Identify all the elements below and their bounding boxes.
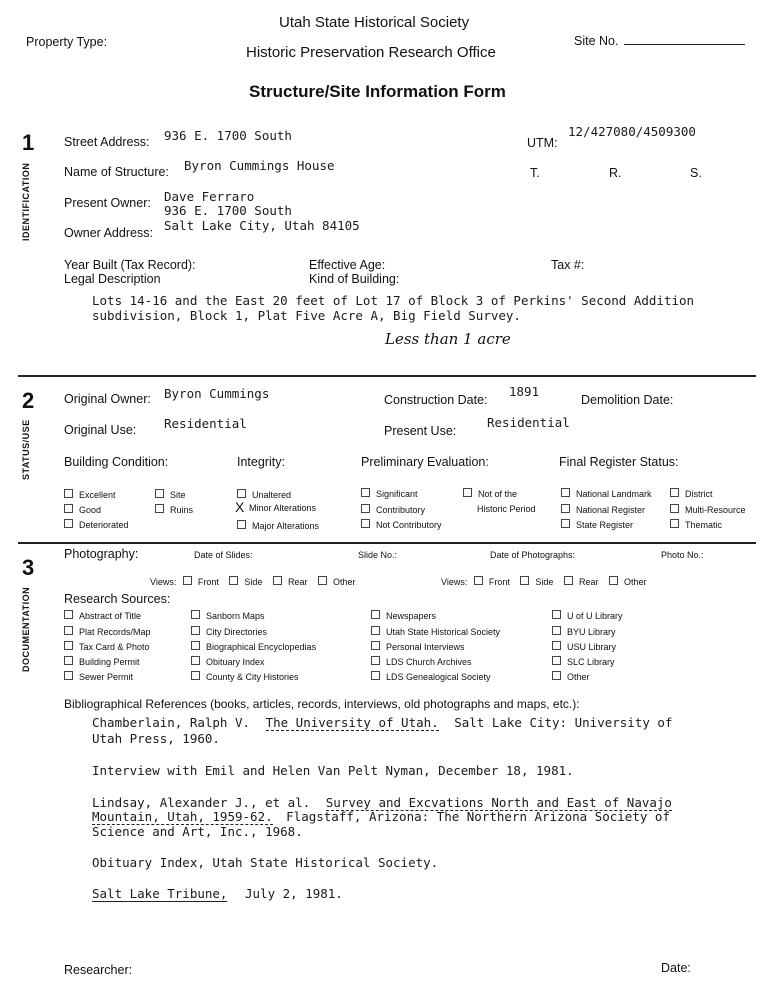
view-label: Rear	[287, 577, 308, 587]
final-register-status-label: Final Register Status:	[559, 455, 679, 469]
checkbox-label: Site	[170, 490, 186, 500]
ref1-title: The University of Utah.	[265, 715, 439, 730]
checkbox-label: State Register	[576, 520, 634, 530]
checkbox-city-directories[interactable]	[191, 626, 267, 637]
checkbox-label: SLC Library	[567, 657, 615, 667]
checkbox-not-contributory[interactable]	[361, 519, 442, 530]
t-label: T.	[530, 166, 540, 180]
view-label: Other	[623, 577, 647, 587]
slides-views	[150, 576, 355, 587]
checkbox-label: U of U Library	[567, 611, 623, 621]
ref1-author: Chamberlain, Ralph V.	[92, 715, 251, 730]
views-label: Views:	[150, 577, 177, 587]
checkbox-photo-other[interactable]	[609, 576, 618, 585]
property-type-label: Property Type:	[26, 35, 108, 49]
checkbox-lds-church-archives[interactable]	[371, 656, 472, 667]
checkbox-label: USU Library	[567, 642, 617, 652]
building-condition-label: Building Condition:	[64, 455, 169, 469]
view-label: Rear	[578, 577, 599, 587]
reference-3-line1	[92, 795, 672, 810]
photography-label: Photography:	[64, 547, 139, 561]
checkbox-other-source[interactable]	[552, 671, 590, 682]
legal-description-line2: subdivision, Block 1, Plat Five Acre A, Big Field Survey.	[92, 308, 521, 323]
checkbox-personal-interviews[interactable]	[371, 641, 465, 652]
checkbox-label: County & City Histories	[206, 672, 299, 682]
society-name: Utah State Historical Society	[279, 14, 470, 31]
present-use-value: Residential	[487, 415, 570, 430]
checkbox-label: Ruins	[170, 505, 194, 515]
checkbox-excellent[interactable]	[64, 489, 116, 500]
checkbox-usu-library[interactable]	[552, 641, 616, 652]
photo-views	[441, 576, 646, 587]
slide-no-label: Slide No.:	[358, 550, 398, 560]
checkbox-lds-genealogical-society[interactable]	[371, 671, 491, 682]
checkbox-slide-other[interactable]	[318, 576, 327, 585]
checkbox-label: LDS Church Archives	[386, 657, 472, 667]
checkbox-abstract-of-title[interactable]	[64, 610, 141, 621]
original-use-label: Original Use:	[64, 423, 137, 437]
owner-address-line2: Salt Lake City, Utah 84105	[164, 218, 360, 233]
checkbox-u-of-u-library[interactable]	[552, 610, 623, 621]
legal-description-label: Legal Description	[64, 272, 161, 286]
kind-of-building-label: Kind of Building:	[309, 272, 400, 286]
view-label: Other	[332, 577, 356, 587]
structure-name-value: Byron Cummings House	[184, 158, 335, 173]
checkbox-label: LDS Genealogical Society	[386, 672, 491, 682]
checkbox-label: District	[685, 489, 713, 499]
street-address-value: 936 E. 1700 South	[164, 128, 292, 143]
checkbox-label: Tax Card & Photo	[79, 642, 150, 652]
checkbox-photo-rear[interactable]	[564, 576, 573, 585]
checkbox-label: National Register	[576, 505, 646, 515]
bibliographical-references-label: Bibliographical References (books, articles, records, interviews, old photographs and maps, etc.):	[64, 697, 580, 711]
reference-3-line2	[92, 809, 670, 824]
status-use-label: STATUS/USE	[21, 419, 31, 480]
reference-3-line3: Science and Art, Inc., 1968.	[92, 824, 303, 839]
view-label: Side	[244, 577, 263, 587]
site-no-label: Site No.	[574, 34, 619, 48]
checkbox-minor-alterations[interactable]	[235, 499, 317, 515]
reference-1-line2: Utah Press, 1960.	[92, 731, 220, 746]
checkbox-label: Sewer Permit	[79, 672, 134, 682]
checkbox-label: Significant	[376, 489, 418, 499]
not-of-period-label-line2: Historic Period	[477, 504, 536, 514]
ref3-title-part1: Survey and Excvations North and East of Navajo	[325, 795, 672, 810]
checkbox-good[interactable]	[64, 504, 101, 515]
x-check-icon: X	[235, 499, 245, 515]
checkbox-sanborn-maps[interactable]	[191, 610, 265, 621]
legal-description-line1: Lots 14-16 and the East 20 feet of Lot 17 of Block 3 of Perkins' Second Addition	[92, 293, 695, 308]
view-label: Side	[535, 577, 554, 587]
checkbox-label: Personal Interviews	[386, 642, 465, 652]
preliminary-evaluation-label: Preliminary Evaluation:	[361, 455, 489, 469]
checkbox-thematic[interactable]	[670, 519, 722, 530]
checkbox-significant[interactable]	[361, 488, 418, 499]
checkbox-label: Minor Alterations	[249, 503, 317, 513]
checkbox-label: Not Contributory	[376, 520, 442, 530]
s-label: S.	[690, 166, 702, 180]
checkbox-label: Utah State Historical Society	[386, 627, 501, 637]
original-owner-value: Byron Cummings	[164, 386, 270, 401]
tax-number-label: Tax #:	[551, 258, 585, 272]
ref5-date: July 2, 1981.	[245, 886, 343, 901]
checkbox-slide-side[interactable]	[229, 576, 238, 585]
view-label: Front	[488, 577, 510, 587]
checkbox-label: Plat Records/Map	[79, 627, 151, 637]
views-label: Views:	[441, 577, 468, 587]
checkbox-label: Multi-Resource	[685, 505, 746, 515]
checkbox-label: Newspapers	[386, 611, 437, 621]
form-title: Structure/Site Information Form	[249, 82, 506, 101]
checkbox-label: Good	[79, 505, 102, 515]
checkbox-label: Building Permit	[79, 657, 140, 667]
reference-2: Interview with Emil and Helen Van Pelt Nyman, December 18, 1981.	[92, 763, 574, 778]
handwritten-acreage-note: Less than 1 acre	[385, 330, 511, 348]
reference-1-line1	[92, 715, 672, 730]
researcher-label: Researcher:	[64, 963, 133, 977]
checkbox-state-register[interactable]	[561, 519, 633, 530]
original-use-value: Residential	[164, 416, 247, 431]
reference-4: Obituary Index, Utah State Historical Society.	[92, 855, 439, 870]
section-3-number: 3	[22, 555, 35, 580]
ref1-publisher: Salt Lake City: University of	[454, 715, 673, 730]
integrity-label: Integrity:	[237, 455, 285, 469]
checkbox-photo-side[interactable]	[520, 576, 529, 585]
date-label: Date:	[661, 961, 691, 975]
checkbox-biographical-encyclopedias[interactable]	[191, 641, 316, 652]
utm-value: 12/427080/4509300	[568, 124, 696, 139]
checkbox-deteriorated[interactable]	[64, 519, 129, 530]
checkbox-building-permit[interactable]	[64, 656, 140, 667]
checkbox-label: Major Alterations	[252, 521, 320, 531]
checkbox-major-alterations[interactable]	[237, 520, 319, 531]
owner-address-label: Owner Address:	[64, 226, 153, 240]
checkbox-utah-state-historical-society[interactable]	[371, 626, 500, 637]
street-address-label: Street Address:	[64, 135, 150, 149]
effective-age-label: Effective Age:	[309, 258, 386, 272]
checkbox-label: National Landmark	[576, 489, 652, 499]
checkbox-label: Sanborn Maps	[206, 611, 265, 621]
ref3-publisher: Flagstaff, Arizona: The Northern Arizona Society of	[286, 809, 670, 824]
identification-label: IDENTIFICATION	[21, 162, 31, 241]
owner-name-value: Dave Ferraro	[164, 189, 255, 204]
checkbox-national-register[interactable]	[561, 504, 645, 515]
checkbox-label: Not of the	[478, 489, 518, 499]
checkbox-not-of-historic-period[interactable]	[463, 488, 517, 499]
checkbox-label: Obituary Index	[206, 657, 265, 667]
checkbox-label: Abstract of Title	[79, 611, 142, 621]
checkbox-national-landmark[interactable]	[561, 488, 652, 499]
r-label: R.	[609, 166, 622, 180]
checkbox-sewer-permit[interactable]	[64, 671, 133, 682]
checkbox-label: Contributory	[376, 505, 426, 515]
section-divider-1	[18, 375, 756, 377]
checkbox-label: Biographical Encyclopedias	[206, 642, 317, 652]
office-name: Historic Preservation Research Office	[246, 44, 496, 61]
checkbox-byu-library[interactable]	[552, 626, 616, 637]
construction-date-label: Construction Date:	[384, 393, 488, 407]
checkbox-label: Excellent	[79, 490, 116, 500]
ref3-author: Lindsay, Alexander J., et al.	[92, 795, 311, 810]
checkbox-site[interactable]	[155, 489, 186, 500]
view-label: Front	[197, 577, 219, 587]
checkbox-ruins[interactable]	[155, 504, 193, 515]
construction-date-value: 1891	[509, 384, 540, 399]
structure-name-label: Name of Structure:	[64, 165, 169, 179]
checkbox-county-city-histories[interactable]	[191, 671, 299, 682]
checkbox-unaltered[interactable]	[237, 489, 291, 500]
present-use-label: Present Use:	[384, 424, 457, 438]
ref5-title: Salt Lake Tribune,	[92, 886, 228, 901]
date-of-slides-label: Date of Slides:	[194, 550, 253, 560]
checkbox-slide-rear[interactable]	[273, 576, 282, 585]
checkbox-district[interactable]	[670, 488, 713, 499]
checkbox-tax-card[interactable]	[64, 641, 150, 652]
research-sources-label: Research Sources:	[64, 592, 171, 606]
checkbox-label: Other	[567, 672, 590, 682]
owner-address-line1: 936 E. 1700 South	[164, 203, 292, 218]
checkbox-label: Unaltered	[252, 490, 292, 500]
original-owner-label: Original Owner:	[64, 392, 151, 406]
checkbox-slide-front[interactable]	[183, 576, 192, 585]
photo-no-label: Photo No.:	[661, 550, 704, 560]
ref3-title-part2: Mountain, Utah, 1959-62.	[92, 809, 273, 824]
present-owner-label: Present Owner:	[64, 196, 151, 210]
year-built-label: Year Built (Tax Record):	[64, 258, 196, 272]
section-1-number: 1	[22, 130, 35, 155]
site-no-field[interactable]	[624, 33, 745, 45]
utm-label: UTM:	[527, 136, 558, 150]
checkbox-label: BYU Library	[567, 627, 616, 637]
section-2-number: 2	[22, 388, 35, 413]
reference-5	[92, 886, 343, 901]
checkbox-slc-library[interactable]	[552, 656, 615, 667]
checkbox-contributory[interactable]	[361, 504, 425, 515]
section-divider-2	[18, 542, 756, 544]
documentation-label: DOCUMENTATION	[21, 586, 31, 672]
date-of-photographs-label: Date of Photographs:	[490, 550, 576, 560]
checkbox-label: Deteriorated	[79, 520, 129, 530]
checkbox-newspapers[interactable]	[371, 610, 436, 621]
checkbox-obituary-index[interactable]	[191, 656, 265, 667]
checkbox-plat-records[interactable]	[64, 626, 151, 637]
checkbox-label: City Directories	[206, 627, 268, 637]
checkbox-label: Thematic	[685, 520, 723, 530]
checkbox-photo-front[interactable]	[474, 576, 483, 585]
demolition-date-label: Demolition Date:	[581, 393, 674, 407]
checkbox-multi-resource[interactable]	[670, 504, 746, 515]
